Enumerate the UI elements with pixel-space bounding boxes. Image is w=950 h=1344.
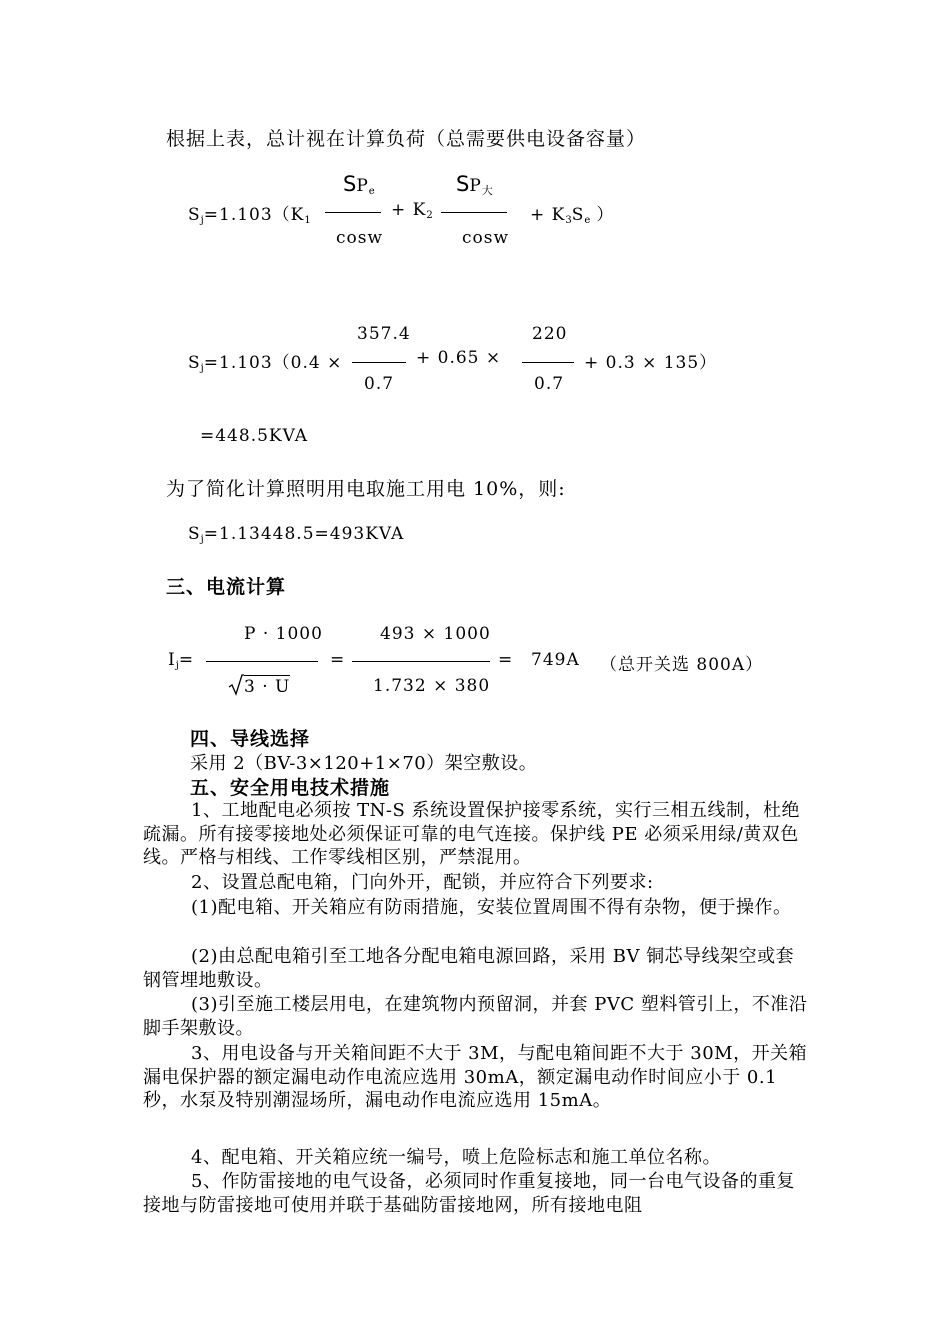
fraction-bar <box>441 212 507 213</box>
formula1-lhs: S <box>188 205 201 225</box>
main-switch-note: （总开关选 800A） <box>600 655 764 675</box>
formula4-numerator-2: 493 × 1000 <box>380 624 491 644</box>
fraction-bar <box>352 362 406 363</box>
formula4-denominator-2: 1.732 × 380 <box>373 676 491 696</box>
fraction-bar <box>325 212 381 213</box>
fraction-bar <box>522 362 574 363</box>
paragraph-2-1: (1)配电箱、开关箱应有防雨措施，安装位置周围不得有杂物，便于操作。 <box>191 897 792 918</box>
fraction-bar <box>206 661 318 662</box>
fraction-bar <box>352 661 490 662</box>
heading-current-calculation: 三、电流计算 <box>166 576 287 598</box>
formula4-denominator-1: 3 · U <box>228 674 290 697</box>
formula2-numerator-2: 220 <box>532 324 568 344</box>
formula-total-load: $S_j=1.13448.5=493KVA$ <box>188 524 405 545</box>
current-result: 749A <box>531 650 580 670</box>
wire-spec: 采用 2（BV-3×120+1×70）架空敷设。 <box>190 753 538 774</box>
formula1-numerator-1: $SP_e$ <box>343 172 375 197</box>
lighting-note: 为了简化计算照明用电取施工用电 10%，则: <box>166 478 566 500</box>
sigma-symbol: S <box>343 172 357 196</box>
formula1-numerator-2: $SP_大$ <box>456 172 493 197</box>
intro-text: 根据上表，总计视在计算负荷（总需要供电设备容量） <box>166 128 647 150</box>
paragraph-3: 3、用电设备与开关箱间距不大于 3M，与配电箱间距不大于 30M，开关箱漏电保护器的额定漏电动作电流应选用 30mA，额定漏电动作时间应小于 0.1 秒，水泵及特别潮湿场所，漏电动作电流应选用 15mA。 <box>143 1043 808 1111</box>
formula2-denominator-1: 0.7 <box>364 374 395 394</box>
paragraph-4: 4、配电箱、开关箱应统一编号，喷上危险标志和施工单位名称。 <box>191 1147 721 1168</box>
formula4-numerator-1: P · 1000 <box>244 624 323 644</box>
heading-safety-measures: 五、安全用电技术措施 <box>190 777 391 799</box>
paragraph-2-3: (3)引至施工楼层用电，在建筑物内预留洞，并套 PVC 塑料管引上，不准沿脚手架敷设。 <box>143 994 808 1039</box>
result-apparent-load: =448.5KVA <box>200 426 309 446</box>
formula2-numerator-1: 357.4 <box>357 324 411 344</box>
sqrt-icon <box>228 674 244 696</box>
heading-wire-selection: 四、导线选择 <box>190 728 311 750</box>
formula2-denominator-2: 0.7 <box>534 374 565 394</box>
formula1-denominator-1: cosw <box>336 228 384 248</box>
paragraph-5: 5、作防雷接地的电气设备，必须同时作重复接地，同一台电气设备的重复接地与防雷接地可使用并联于基础防雷接地网，所有接地电阻 <box>143 1171 795 1216</box>
formula1-denominator-2: cosw <box>462 228 510 248</box>
paragraph-1: 1、工地配电必须按 TN-S 系统设置保护接零系统，实行三相五线制，杜绝疏漏。所有接零接地处必须保证可靠的电气连接。保护线 PE 必须采用绿/黄双色线。严格与相线、工作零线相区别，严禁混用。 <box>143 800 801 868</box>
paragraph-2: 2、设置总配电箱，门向外开，配锁，并应符合下列要求: <box>191 872 654 893</box>
paragraph-2-2: (2)由总配电箱引至工地各分配电箱电源回路，采用 BV 铜芯导线架空或套钢管埋地敷设。 <box>143 946 795 991</box>
